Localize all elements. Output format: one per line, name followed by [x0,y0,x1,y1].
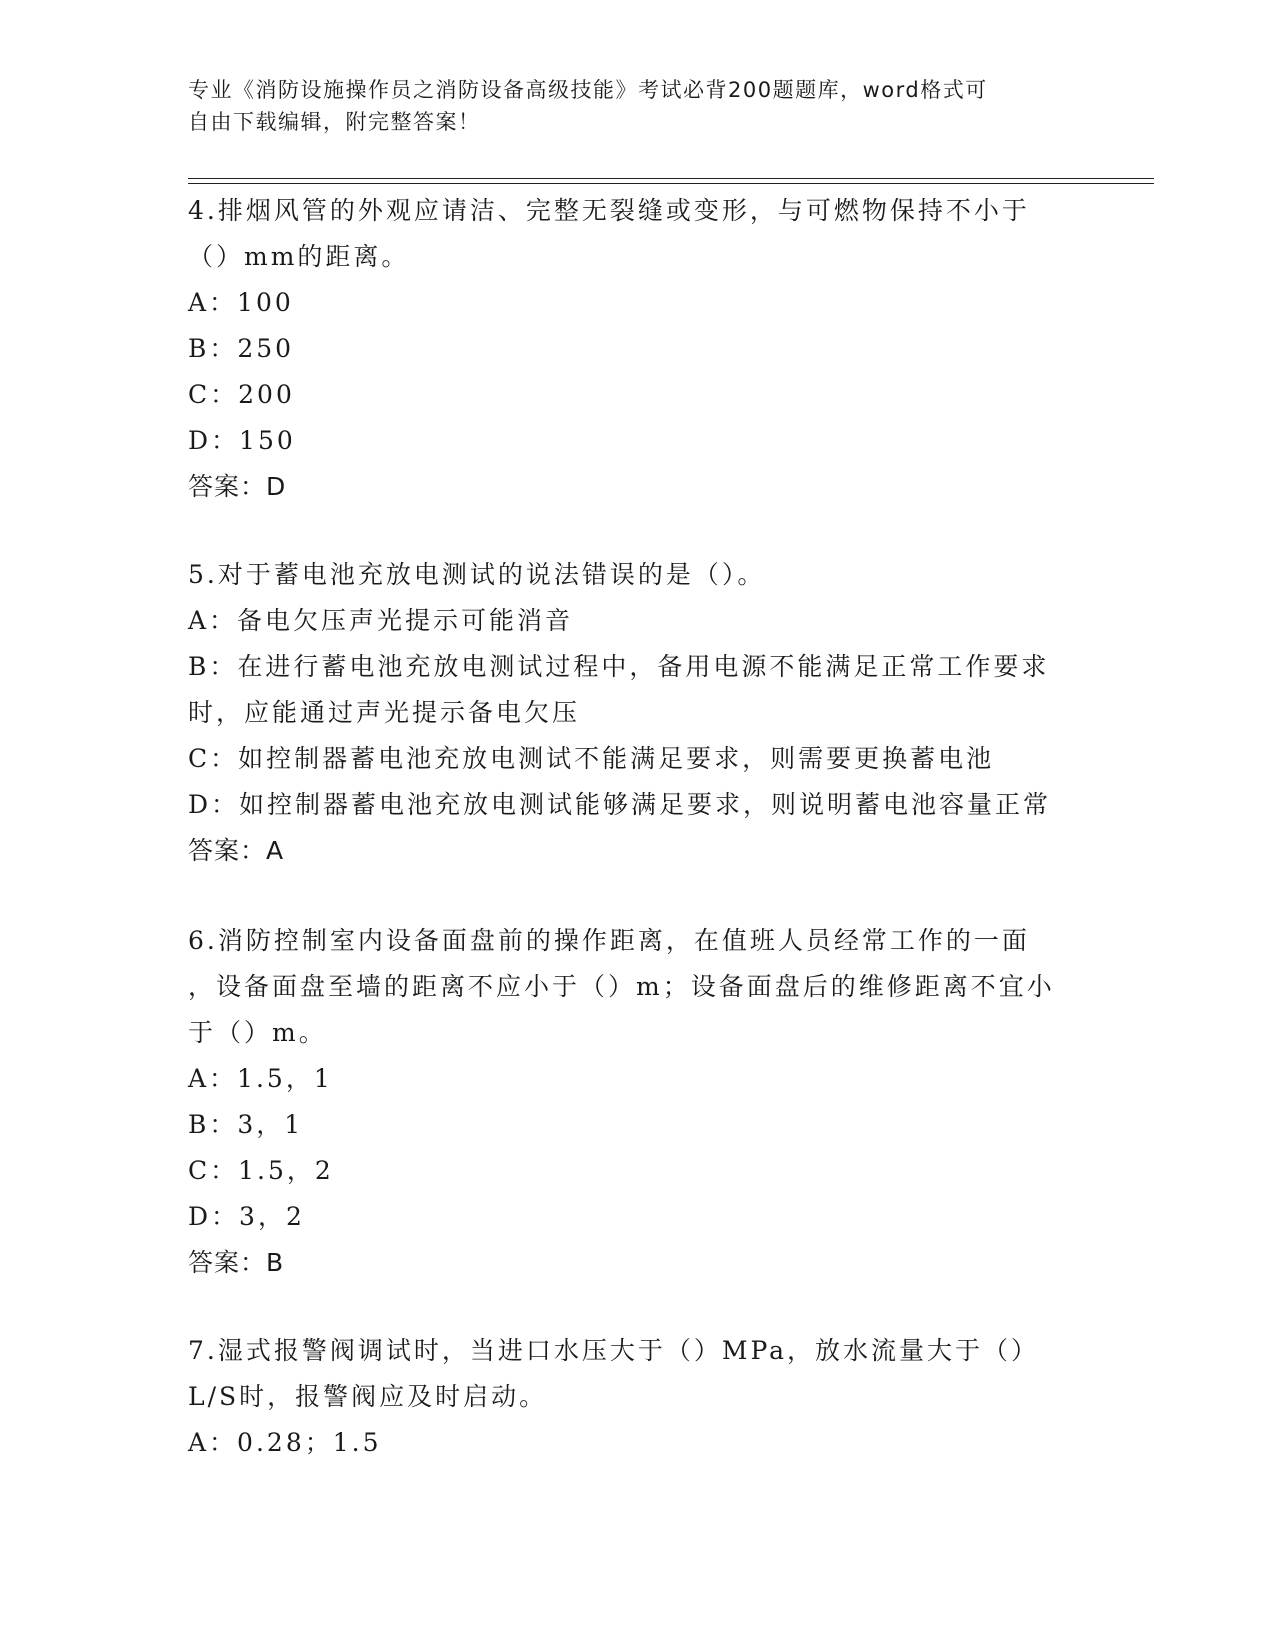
option-b: B：250 [188,334,295,363]
question-7 [188,1328,1088,1466]
option-a: A：100 [188,288,294,317]
option-d: D：3，2 [188,1202,305,1231]
answer: 答案：A [188,836,285,865]
header-line-1: 专业《消防设施操作员之消防设备高级技能》考试必背200题题库，word格式可 [188,78,988,102]
header-divider-top [188,178,1154,179]
option-b-continued: 时，应能通过声光提示备电欠压 [188,698,581,727]
option-a: A：备电欠压声光提示可能消音 [188,606,574,635]
option-c: C：如控制器蓄电池充放电测试不能满足要求，则需要更换蓄电池 [188,744,995,773]
option-c: C：200 [188,380,295,409]
option-b: B：3，1 [188,1110,304,1139]
option-a: A：0.28；1.5 [188,1428,382,1457]
question-4 [188,188,1088,510]
question-stem-line: （）mm的距离。 [188,242,410,271]
question-6 [188,918,1088,1286]
question-stem-line: 4.排烟风管的外观应请洁、完整无裂缝或变形，与可燃物保持不小于 [188,196,1030,225]
option-d: D：如控制器蓄电池充放电测试能够满足要求，则说明蓄电池容量正常 [188,790,1052,819]
question-stem-line: 于（）m。 [188,1018,327,1047]
option-b: B：在进行蓄电池充放电测试过程中，备用电源不能满足正常工作要求 [188,652,1050,681]
option-d: D：150 [188,426,296,455]
answer: 答案：B [188,1248,285,1277]
header-divider-bottom [188,183,1154,184]
question-5 [188,552,1088,874]
option-c: C：1.5，2 [188,1156,334,1185]
question-stem-line: L/S时，报警阀应及时启动。 [188,1382,548,1411]
question-stem-line: 5.对于蓄电池充放电测试的说法错误的是（）。 [188,560,766,589]
question-stem-line: 6.消防控制室内设备面盘前的操作距离，在值班人员经常工作的一面 [188,926,1030,955]
document-header [188,74,1068,138]
option-a: A：1.5，1 [188,1064,333,1093]
question-stem-line: ，设备面盘至墙的距离不应小于（）m；设备面盘后的维修距离不宜小 [188,972,1055,1001]
question-stem-line: 7.湿式报警阀调试时，当进口水压大于（）MPa，放水流量大于（） [188,1336,1040,1365]
answer: 答案：D [188,472,287,501]
header-line-2: 自由下载编辑，附完整答案！ [188,110,481,134]
